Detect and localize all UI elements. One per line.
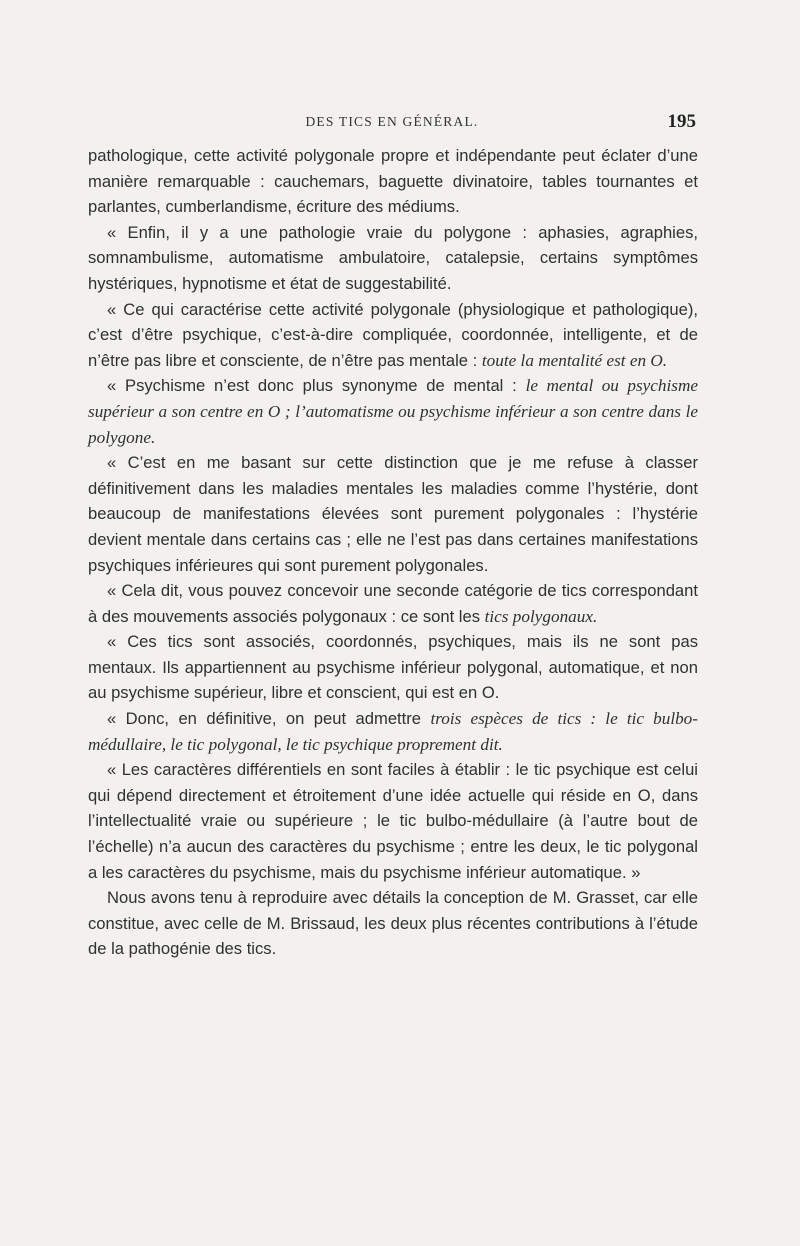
paragraph-8-italic: trois espèces de tics : le tic bulbo-médullaire, le tic polygonal, le tic psychique proprement dit. [88,709,698,754]
running-head [88,111,696,138]
running-title: DES TICS EN GÉNÉRAL. [305,114,479,129]
paragraph-3-text: « Ce qui caractérise cette activité polygonale (physiologique et pathologique), c’est d’être psychique, c’est-à-dire compliquée, coordonnée, intelligente, et de n’être pas libre et consciente, de n’être pas mentale : [88,299,698,370]
body-text [88,143,698,962]
paragraph-4 [88,373,698,450]
paragraph-9 [88,757,698,885]
paragraph-2-text: « Enfin, il y a une pathologie vraie du polygone : aphasies, agraphies, somnambulisme, automatisme ambulatoire, catalepsie, certains symptômes hystériques, hypnotisme et état de suggestabilité. [88,222,698,293]
paragraph-9-text: « Les caractères différentiels en sont faciles à établir : le tic psychique est celui qui dépend directement et étroitement d’une idée actuelle qui réside en O, dans l’intellectualité vraie ou supérieure ; le tic bulbo-médullaire (à l’autre bout de l’échelle) n’a aucun des caractères du psychisme ; entre les deux, le tic polygonal a les caractères du psychisme, mais du psychisme inférieur automatique. » [88,760,698,882]
paragraph-5-text: « C’est en me basant sur cette distinction que je me refuse à classer définitivement dans les maladies mentales les maladies comme l’hystérie, dont beaucoup de manifestations élevées sont purement polygonales : l’hystérie devient mentale dans certains cas ; elle ne l’est pas dans certaines manifestations psychiques inférieures qui sont purement polygonales. [88,453,698,575]
paragraph-7-text: « Ces tics sont associés, coordonnés, psychiques, mais ils ne sont pas mentaux. Ils appartiennent au psychisme inférieur polygonal, automatique, et non au psychisme supérieur, libre et conscient, qui est en O. [88,632,698,703]
paragraph-4-italic: le mental ou psychisme supérieur a son centre en O ; l’automatisme ou psychisme inférieur a son centre dans le polygone. [88,376,699,447]
paragraph-1 [88,143,698,220]
paragraph-6 [88,578,698,629]
paragraph-5 [88,450,698,578]
paragraph-1-text: pathologique, cette activité polygonale propre et indépendante peut éclater d’une manière remarquable : cauchemars, baguette divinatoire, tables tournantes et parlantes, cumberlandisme, écriture des médiums. [88,146,698,217]
paragraph-8 [88,706,698,757]
paragraph-4-text: « Psychisme n’est donc plus synonyme de mental : [107,376,526,396]
paragraph-2 [88,220,698,297]
paragraph-6-italic: tics polygonaux. [484,606,598,626]
paragraph-3-italic: toute la mentalité est en O. [481,350,668,370]
paragraph-3 [88,297,698,374]
paragraph-7 [88,629,698,706]
paragraph-10-text: Nous avons tenu à reproduire avec détails la conception de M. Grasset, car elle constitue, avec celle de M. Brissaud, les deux plus récentes contributions à l’étude de la pathogénie des tics. [88,888,698,959]
paragraph-10 [88,885,698,962]
paragraph-8-text: « Donc, en définitive, on peut admettre [107,709,431,729]
page-number: 195 [667,111,696,132]
paragraph-6-text: « Cela dit, vous pouvez concevoir une seconde catégorie de tics correspondant à des mouvements associés polygonaux : ce sont les [88,581,698,626]
